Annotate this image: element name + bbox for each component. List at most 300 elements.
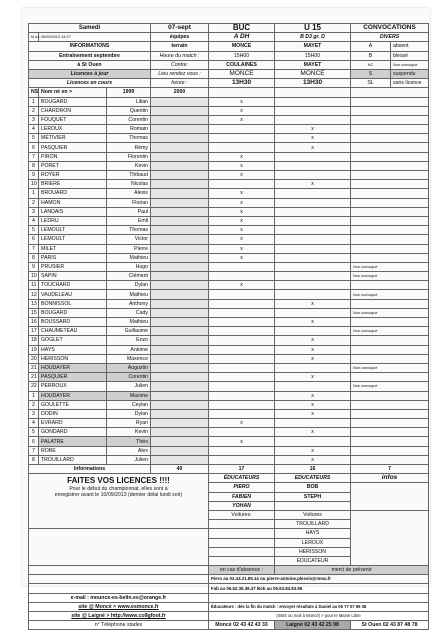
team-b-mark <box>275 198 351 207</box>
player-first-name: Julien <box>107 455 151 464</box>
player-last-name: HOUDAYER <box>39 391 107 400</box>
player-row <box>29 363 429 372</box>
player-number: 3 <box>29 207 39 216</box>
printed-prefix: M à L <box>29 33 39 42</box>
driver-blank-5 <box>209 556 275 565</box>
player-first-name: Clément <box>107 272 151 281</box>
legend-code-b: B <box>351 51 391 60</box>
match-day: Samedi <box>29 24 151 33</box>
divers-label: DIVERS <box>351 33 429 42</box>
player-number: 5 <box>29 428 39 437</box>
player-last-name: HAMON <box>39 198 107 207</box>
player-number: 9 <box>29 262 39 271</box>
player-row <box>29 281 429 290</box>
team-b-mark <box>275 97 351 106</box>
contact-line-2: Fab au 06.62.35.36.47 Bob au 06.63.84.83.96 <box>209 584 429 593</box>
team-b-mark: x <box>275 180 351 189</box>
voitures-label: Voitures: <box>209 510 275 519</box>
player-spacer <box>151 161 209 170</box>
player-row <box>29 290 429 299</box>
match-time-label: Heure du match : <box>151 51 209 60</box>
team-a-mark <box>209 125 275 134</box>
player-first-name: Guillaume <box>107 327 151 336</box>
player-last-name: GOULETTE <box>39 400 107 409</box>
legend-code-a: A <box>351 42 391 51</box>
player-spacer <box>151 115 209 124</box>
team-a-mark: x <box>209 419 275 428</box>
player-number: 3 <box>29 115 39 124</box>
player-list <box>29 97 429 465</box>
team-b-mark <box>275 106 351 115</box>
team-b-mark <box>275 115 351 124</box>
driver-blank-4 <box>209 547 275 556</box>
player-note: Non convoqué <box>351 290 429 299</box>
player-first-name: Emil <box>107 216 151 225</box>
phone-monce: Moncé 02 43 42 43 33 <box>209 621 275 630</box>
player-spacer <box>151 244 209 253</box>
player-first-name: Antoine <box>107 345 151 354</box>
legend-text-sl: sans licence <box>391 79 429 88</box>
training-line-2: à St Ouen <box>29 60 151 69</box>
match-date: 07-sept <box>151 24 209 33</box>
header-blank-a <box>209 88 275 97</box>
player-number: 22 <box>29 382 39 391</box>
player-note <box>351 198 429 207</box>
team-a-mark: x <box>209 115 275 124</box>
player-row <box>29 318 429 327</box>
team-b-mark <box>275 189 351 198</box>
player-spacer <box>151 354 209 363</box>
training-line-1: Entraînement septembre <box>29 51 151 60</box>
player-row <box>29 419 429 428</box>
team-a-mark: x <box>209 216 275 225</box>
player-note <box>351 336 429 345</box>
player-spacer <box>151 125 209 134</box>
player-number: 6 <box>29 143 39 152</box>
legend-code-s: S <box>351 69 391 78</box>
player-number: 2 <box>29 198 39 207</box>
opponent-a: COULAINES <box>209 60 275 69</box>
player-number: 5 <box>29 226 39 235</box>
player-last-name: LEDRU <box>39 216 107 225</box>
player-last-name: HERISSON <box>39 354 107 363</box>
player-row <box>29 189 429 198</box>
player-last-name: FOUQUET <box>39 115 107 124</box>
player-first-name: Romain <box>107 125 151 134</box>
player-note <box>351 318 429 327</box>
category-label: U 15 <box>275 24 351 33</box>
club-name: BUC <box>209 24 275 33</box>
player-note <box>351 97 429 106</box>
match-time-a: 15H00 <box>209 51 275 60</box>
driver-1: TROUILLARD <box>275 520 351 529</box>
player-last-name: PERROUX <box>39 382 107 391</box>
player-last-name: VAUDELEAU <box>39 290 107 299</box>
player-note <box>351 373 429 382</box>
player-first-name: Anthony <box>107 299 151 308</box>
player-spacer <box>151 290 209 299</box>
time-a: 13H30 <box>209 79 275 88</box>
player-note <box>351 299 429 308</box>
team-a-mark <box>209 400 275 409</box>
team-a-mark: x <box>209 97 275 106</box>
player-row <box>29 216 429 225</box>
player-row <box>29 180 429 189</box>
player-last-name: MÉTIVIER <box>39 134 107 143</box>
player-first-name: Hugo <box>107 262 151 271</box>
player-spacer <box>151 152 209 161</box>
player-first-name: Enzo <box>107 336 151 345</box>
site-laigne-link[interactable]: site @ Laigné > http://www.co9gfoot.fr <box>29 612 209 621</box>
player-note <box>351 143 429 152</box>
player-spacer <box>151 253 209 262</box>
player-number: 4 <box>29 419 39 428</box>
team-b-mark <box>275 235 351 244</box>
team-a-mark <box>209 180 275 189</box>
team-a-mark <box>209 318 275 327</box>
player-last-name: LEMOULT <box>39 235 107 244</box>
team-a-mark: x <box>209 106 275 115</box>
player-spacer <box>151 373 209 382</box>
player-number: 15 <box>29 308 39 317</box>
player-row <box>29 400 429 409</box>
player-spacer <box>151 143 209 152</box>
team-a-mark <box>209 308 275 317</box>
col-year-1: 1999 <box>107 88 151 97</box>
player-note: Non convoqué <box>351 327 429 336</box>
team-a-mark: x <box>209 189 275 198</box>
educator-b-2: STEPH <box>275 492 351 501</box>
site-monce-link[interactable]: site @ Moncé > www.esmonce.fr <box>29 602 209 611</box>
team-a-mark <box>209 143 275 152</box>
player-row <box>29 336 429 345</box>
player-last-name: SAPIN <box>39 272 107 281</box>
player-number: 12 <box>29 290 39 299</box>
player-spacer <box>151 391 209 400</box>
player-last-name: BOUSSARD <box>39 318 107 327</box>
driver-4: HERISSON <box>275 547 351 556</box>
player-last-name: PIRON <box>39 152 107 161</box>
player-first-name: Alex <box>107 446 151 455</box>
player-row <box>29 115 429 124</box>
player-note <box>351 437 429 446</box>
player-spacer <box>151 226 209 235</box>
player-row <box>29 409 429 418</box>
meeting-label: Lieu rendez vous : <box>151 69 209 78</box>
team-b-mark <box>275 216 351 225</box>
legend-text-s: suspendu <box>391 69 429 78</box>
player-row <box>29 391 429 400</box>
sheet-title: CONVOCATIONS <box>351 24 429 33</box>
player-number: 7 <box>29 244 39 253</box>
totals-block <box>29 465 429 630</box>
player-row <box>29 171 429 180</box>
opponent-label: Contre: <box>151 60 209 69</box>
player-first-name: Julien <box>107 382 151 391</box>
player-number: 8 <box>29 455 39 464</box>
opponent-b: MAYET <box>275 60 351 69</box>
voitures-label-b: Voitures <box>275 510 351 519</box>
player-number: 5 <box>29 134 39 143</box>
player-note <box>351 419 429 428</box>
player-note <box>351 152 429 161</box>
team-b-mark: x <box>275 409 351 418</box>
informations-label: INFORMATIONS <box>29 42 151 51</box>
player-first-name: Quentin <box>107 106 151 115</box>
player-note <box>351 400 429 409</box>
teams-label: équipes <box>151 33 209 42</box>
player-row <box>29 226 429 235</box>
educator-b-blank <box>275 501 351 510</box>
player-row <box>29 262 429 271</box>
team-b-mark: x <box>275 336 351 345</box>
player-spacer <box>151 216 209 225</box>
team-a-label: A DH <box>209 33 275 42</box>
player-number: 1 <box>29 391 39 400</box>
team-a-mark: x <box>209 235 275 244</box>
player-row <box>29 308 429 317</box>
player-row <box>29 354 429 363</box>
team-b-mark <box>275 308 351 317</box>
player-spacer <box>151 272 209 281</box>
player-last-name: PALATRE <box>39 437 107 446</box>
player-number: 16 <box>29 318 39 327</box>
player-row <box>29 244 429 253</box>
player-note: Non convoqué <box>351 272 429 281</box>
player-last-name: HAYS <box>39 345 107 354</box>
player-last-name: LEMOULT <box>39 226 107 235</box>
team-b-mark: x <box>275 391 351 400</box>
absence-text: merci de prévenir <box>275 566 429 575</box>
player-last-name: MILET <box>39 244 107 253</box>
player-spacer <box>151 428 209 437</box>
player-first-name: Florian <box>107 198 151 207</box>
absence-label: en cas d'absence : <box>209 566 275 575</box>
team-a-mark: x <box>209 207 275 216</box>
convocation-table <box>28 23 429 630</box>
educator-a-2: FABIEN <box>209 492 275 501</box>
player-note <box>351 115 429 124</box>
col-name: Nom né en > <box>39 88 107 97</box>
absence-blank <box>29 566 209 575</box>
player-first-name: Rémy <box>107 143 151 152</box>
player-spacer <box>151 318 209 327</box>
player-number: 8 <box>29 161 39 170</box>
player-spacer <box>151 345 209 354</box>
infos-blank-2 <box>351 510 429 565</box>
player-row <box>29 428 429 437</box>
team-b-mark <box>275 262 351 271</box>
player-note <box>351 235 429 244</box>
team-b-mark <box>275 171 351 180</box>
player-last-name: PASQUIER <box>39 143 107 152</box>
player-note <box>351 281 429 290</box>
driver-5: EDUCATEUR <box>275 556 351 565</box>
phone-label: n° Téléphone stades <box>29 621 209 630</box>
educator-note-1: Éducateurs : dès la fin du match : envoyer résultats à Daniel au 06 77 07 99 38 <box>209 602 429 611</box>
player-note <box>351 455 429 464</box>
player-number: 9 <box>29 171 39 180</box>
team-b-mark: x <box>275 345 351 354</box>
team-a-mark: x <box>209 253 275 262</box>
player-row <box>29 134 429 143</box>
team-b-mark: x <box>275 354 351 363</box>
infos-blank <box>351 483 429 511</box>
legend-code-nc: NC <box>351 60 391 69</box>
notice-blank <box>29 529 209 566</box>
info-title: Informations <box>29 465 151 474</box>
player-number: 7 <box>29 446 39 455</box>
player-number: 10 <box>29 272 39 281</box>
team-a-mark: x <box>209 437 275 446</box>
player-first-name: Corentin <box>107 373 151 382</box>
header-blank-c <box>351 88 429 97</box>
driver-blank-2 <box>209 529 275 538</box>
player-row <box>29 235 429 244</box>
licence-title: FAITES VOS LICENCES !!!! <box>67 476 170 486</box>
player-spacer <box>151 336 209 345</box>
licence-text-2: enregistrer avant le 10/09/2013 (dernier délai lundi soir) <box>54 492 183 499</box>
team-b-mark <box>275 152 351 161</box>
player-spacer <box>151 207 209 216</box>
player-last-name: BROUARD <box>39 189 107 198</box>
player-last-name: TROUILLARD <box>39 455 107 464</box>
licence-text-1: Pour le début du championnat, elles sont à <box>69 486 168 493</box>
player-spacer <box>151 363 209 372</box>
player-spacer <box>151 409 209 418</box>
player-last-name: PARIS <box>39 253 107 262</box>
team-a-mark <box>209 336 275 345</box>
player-row <box>29 125 429 134</box>
team-b-mark: x <box>275 134 351 143</box>
player-first-name: Dylan <box>107 281 151 290</box>
col-number: NS <box>29 88 39 97</box>
player-last-name: PRUSIER <box>39 262 107 271</box>
player-spacer <box>151 134 209 143</box>
team-b-mark <box>275 253 351 262</box>
legend-text-a: absent <box>391 42 429 51</box>
player-note <box>351 180 429 189</box>
licence-line-2: Licences en cours <box>29 79 151 88</box>
infos-label: infos <box>351 474 429 483</box>
player-note: Non convoqué <box>351 308 429 317</box>
licence-notice <box>29 474 209 529</box>
player-row <box>29 327 429 336</box>
team-b-mark: x <box>275 455 351 464</box>
team-a-mark <box>209 391 275 400</box>
player-first-name: Kevin <box>107 161 151 170</box>
player-number: 8 <box>29 253 39 262</box>
terrain-label: terrain <box>151 42 209 51</box>
contact-blank-2 <box>29 584 209 593</box>
player-number: 13 <box>29 299 39 308</box>
team-a-mark <box>209 428 275 437</box>
email-blank <box>209 593 429 602</box>
educator-a-3: YOHAN <box>209 501 275 510</box>
team-a-mark <box>209 290 275 299</box>
player-number: 17 <box>29 327 39 336</box>
player-spacer <box>151 198 209 207</box>
player-number: 10 <box>29 180 39 189</box>
player-note <box>351 446 429 455</box>
player-first-name: Mathieu <box>107 253 151 262</box>
team-b-mark <box>275 327 351 336</box>
player-spacer <box>151 106 209 115</box>
team-a-mark <box>209 382 275 391</box>
player-note <box>351 428 429 437</box>
player-row <box>29 97 429 106</box>
team-b-mark: x <box>275 299 351 308</box>
player-first-name: Maxence <box>107 354 151 363</box>
player-note <box>351 125 429 134</box>
player-last-name: TOUCHARD <box>39 281 107 290</box>
contact-blank-1 <box>29 575 209 584</box>
player-number: 18 <box>29 336 39 345</box>
driver-3: LEROUX <box>275 538 351 547</box>
player-first-name: Kevin <box>107 428 151 437</box>
driver-blank-1 <box>209 520 275 529</box>
player-first-name: Florentin <box>107 152 151 161</box>
player-note <box>351 226 429 235</box>
player-last-name: PASQUIER <box>39 373 107 382</box>
team-b-mark: x <box>275 143 351 152</box>
player-first-name: Thibaud <box>107 171 151 180</box>
player-note <box>351 244 429 253</box>
player-first-name: Alexis <box>107 189 151 198</box>
player-first-name: Thomas <box>107 226 151 235</box>
phone-stouen: St Ouen 02 43 87 48 78 <box>351 621 429 630</box>
player-first-name: Cady <box>107 308 151 317</box>
team-a-mark: x <box>209 171 275 180</box>
driver-blank-3 <box>209 538 275 547</box>
player-note <box>351 216 429 225</box>
player-spacer <box>151 455 209 464</box>
player-spacer <box>151 400 209 409</box>
player-number: 3 <box>29 409 39 418</box>
player-number: 1 <box>29 189 39 198</box>
legend-text-nc: Non convoqué <box>391 60 429 69</box>
educators-label-a: ÉDUCATEURS <box>209 474 275 483</box>
team-a-mark <box>209 373 275 382</box>
player-number: 2 <box>29 106 39 115</box>
player-spacer <box>151 171 209 180</box>
player-note <box>351 134 429 143</box>
licence-line-1: Licences à jour <box>29 69 151 78</box>
header-blank-b <box>275 88 351 97</box>
player-first-name: Dylan <box>107 409 151 418</box>
player-row <box>29 152 429 161</box>
team-b-mark: x <box>275 318 351 327</box>
team-b-mark: x <box>275 400 351 409</box>
player-last-name: BRIERE <box>39 180 107 189</box>
player-note: Non convoqué <box>351 382 429 391</box>
printed-timestamp: 05/09/2013 13:27 <box>39 33 151 42</box>
educator-b-1: BOB <box>275 483 351 492</box>
player-number: 21 <box>29 363 39 372</box>
player-first-name: Lilian <box>107 97 151 106</box>
total-divers: 7 <box>351 465 429 474</box>
player-last-name: LEROUX <box>39 125 107 134</box>
team-a-mark: x <box>209 161 275 170</box>
team-b-mark <box>275 363 351 372</box>
player-last-name: DODIN <box>39 409 107 418</box>
player-spacer <box>151 437 209 446</box>
player-last-name: BOUGARD <box>39 97 107 106</box>
club-email: e-mail : mounce-es-belin.es@orange.fr <box>29 593 209 602</box>
player-first-name: Pierre <box>107 244 151 253</box>
player-spacer <box>151 299 209 308</box>
player-row <box>29 437 429 446</box>
